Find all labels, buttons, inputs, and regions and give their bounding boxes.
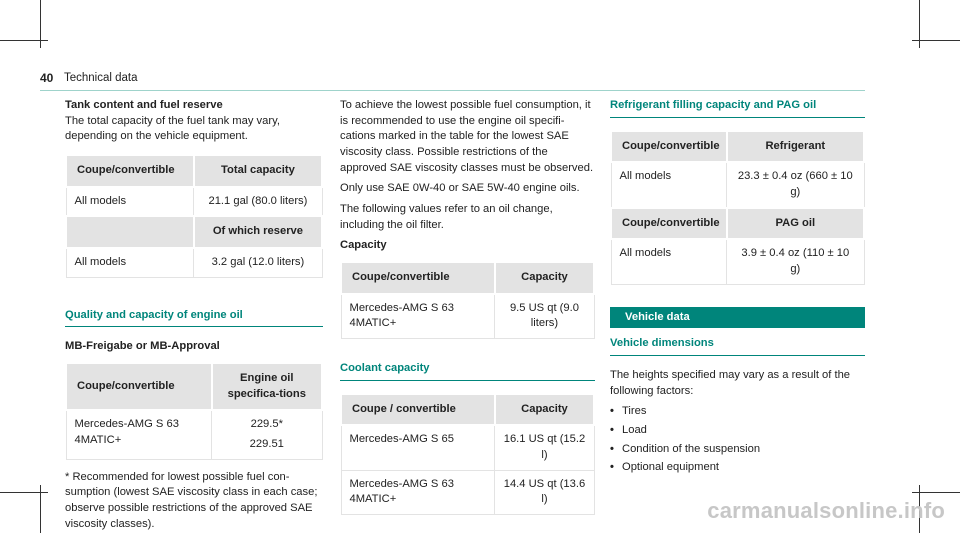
coolant-table	[340, 393, 595, 515]
oil-capacity-col-header-1: Coupe/convertible	[341, 262, 495, 294]
list-item: • Load	[610, 423, 865, 439]
coolant-col-header-1: Coupe / convertible	[341, 394, 495, 426]
page-header	[40, 70, 865, 91]
coolant-model-cell: Mercedes-AMG S 63 4MATIC+	[341, 470, 495, 514]
coolant-section-title: Coolant capacity	[340, 361, 595, 381]
reserve-model-cell: All models	[66, 248, 194, 277]
column-middle	[340, 98, 595, 515]
page-title: Technical data	[64, 72, 138, 84]
tank-col-header-2: Total capacity	[194, 155, 322, 187]
pag-oil-model-cell: All models	[611, 239, 727, 284]
table-row	[66, 410, 322, 459]
tank-table	[65, 154, 323, 278]
refrigerant-section-title: Refrigerant filling capacity and PAG oil	[610, 98, 865, 118]
oil-spec-col-header-2: Engine oil specifica-tions	[212, 363, 322, 410]
oil-capacity-heading: Capacity	[340, 239, 387, 252]
oil-spec-value-2: 229.51	[249, 438, 284, 451]
table-row	[66, 248, 322, 277]
refrigerant-value-cell: 23.3 ± 0.4 oz (660 ± 10 g)	[727, 162, 864, 207]
coolant-value-cell: 16.1 US qt (15.2 l)	[495, 425, 594, 470]
table-row	[66, 187, 322, 217]
table-row	[341, 470, 594, 514]
oil-capacity-model-cell: Mercedes-AMG S 63 4MATIC+	[341, 294, 495, 339]
pag-oil-col-header-2: PAG oil	[727, 208, 864, 240]
oil-paragraph-2: Only use SAE 0W-40 or SAE 5W-40 engine oils.	[340, 182, 580, 195]
crop-mark-bottom-right-horizontal	[912, 492, 960, 493]
coolant-col-header-2: Capacity	[495, 394, 594, 426]
tank-text: The total capacity of the fuel tank may vary, depending on the vehicle equipment.	[65, 114, 280, 143]
oil-paragraph-1: To achieve the lowest possible fuel consumption, it is recommended to use the engine oil specifi-cations marked in the table for the lowest SAE viscosity class. Possible restrictions of the approved SAE viscosity classes must be observed.	[340, 99, 594, 174]
oil-approval-heading: MB-Freigabe or MB-Approval	[65, 340, 220, 353]
crop-mark-top-right-horizontal	[912, 40, 960, 41]
vehicle-data-band: Vehicle data	[610, 307, 865, 329]
column-right	[610, 98, 865, 479]
factors-list	[610, 404, 865, 476]
table-row	[611, 239, 864, 284]
oil-capacity-value-cell: 9.5 US qt (9.0 liters)	[495, 294, 594, 339]
tank-col-header-1: Coupe/convertible	[66, 155, 194, 187]
oil-spec-model-cell: Mercedes-AMG S 63 4MATIC+	[66, 410, 212, 459]
table-row	[611, 162, 864, 207]
column-left	[65, 98, 323, 537]
table-row	[341, 294, 594, 339]
tank-value-cell: 21.1 gal (80.0 liters)	[194, 187, 322, 217]
pag-oil-value-cell: 3.9 ± 0.4 oz (110 ± 10 g)	[727, 239, 864, 284]
watermark: carmanualsonline.info	[707, 498, 945, 524]
oil-spec-table	[65, 362, 323, 460]
refrigerant-col-header-2: Refrigerant	[727, 131, 864, 163]
reserve-value-cell: 3.2 gal (12.0 liters)	[194, 248, 322, 277]
crop-mark-top-left-horizontal	[0, 40, 48, 41]
refrigerant-table	[610, 130, 865, 285]
crop-mark-bottom-left-horizontal	[0, 492, 48, 493]
list-item: • Condition of the suspension	[610, 442, 865, 458]
refrigerant-col-header-1: Coupe/convertible	[611, 131, 727, 163]
oil-spec-values-cell	[212, 410, 322, 459]
vehicle-dimensions-title: Vehicle dimensions	[610, 336, 865, 356]
oil-footnote: * Recommended for lowest possible fuel con-sumption (lowest SAE viscosity class in each case; observe possible restrictions of the approved SAE viscosity classes).	[65, 470, 318, 530]
table-row	[341, 425, 594, 470]
oil-capacity-table	[340, 261, 595, 339]
oil-section-title: Quality and capacity of engine oil	[65, 308, 323, 328]
oil-spec-value-1: 229.5*	[250, 418, 283, 431]
list-item: • Optional equipment	[610, 460, 865, 476]
oil-paragraph-3: The following values refer to an oil change, including the oil filter.	[340, 203, 553, 231]
vehicle-dimensions-text: The heights specified may vary as a result of the following factors:	[610, 369, 851, 397]
coolant-model-cell: Mercedes-AMG S 65	[341, 425, 495, 470]
tank-heading: Tank content and fuel reserve	[65, 99, 223, 111]
oil-capacity-col-header-2: Capacity	[495, 262, 594, 294]
tank-sub-header-empty	[66, 216, 194, 248]
coolant-value-cell: 14.4 US qt (13.6 l)	[495, 470, 594, 514]
page-number: 40	[40, 71, 54, 85]
pag-oil-col-header-1: Coupe/convertible	[611, 208, 727, 240]
tank-sub-header: Of which reserve	[194, 216, 322, 248]
list-item: • Tires	[610, 404, 865, 420]
refrigerant-model-cell: All models	[611, 162, 727, 207]
oil-spec-col-header-1: Coupe/convertible	[66, 363, 212, 410]
tank-model-cell: All models	[66, 187, 194, 217]
